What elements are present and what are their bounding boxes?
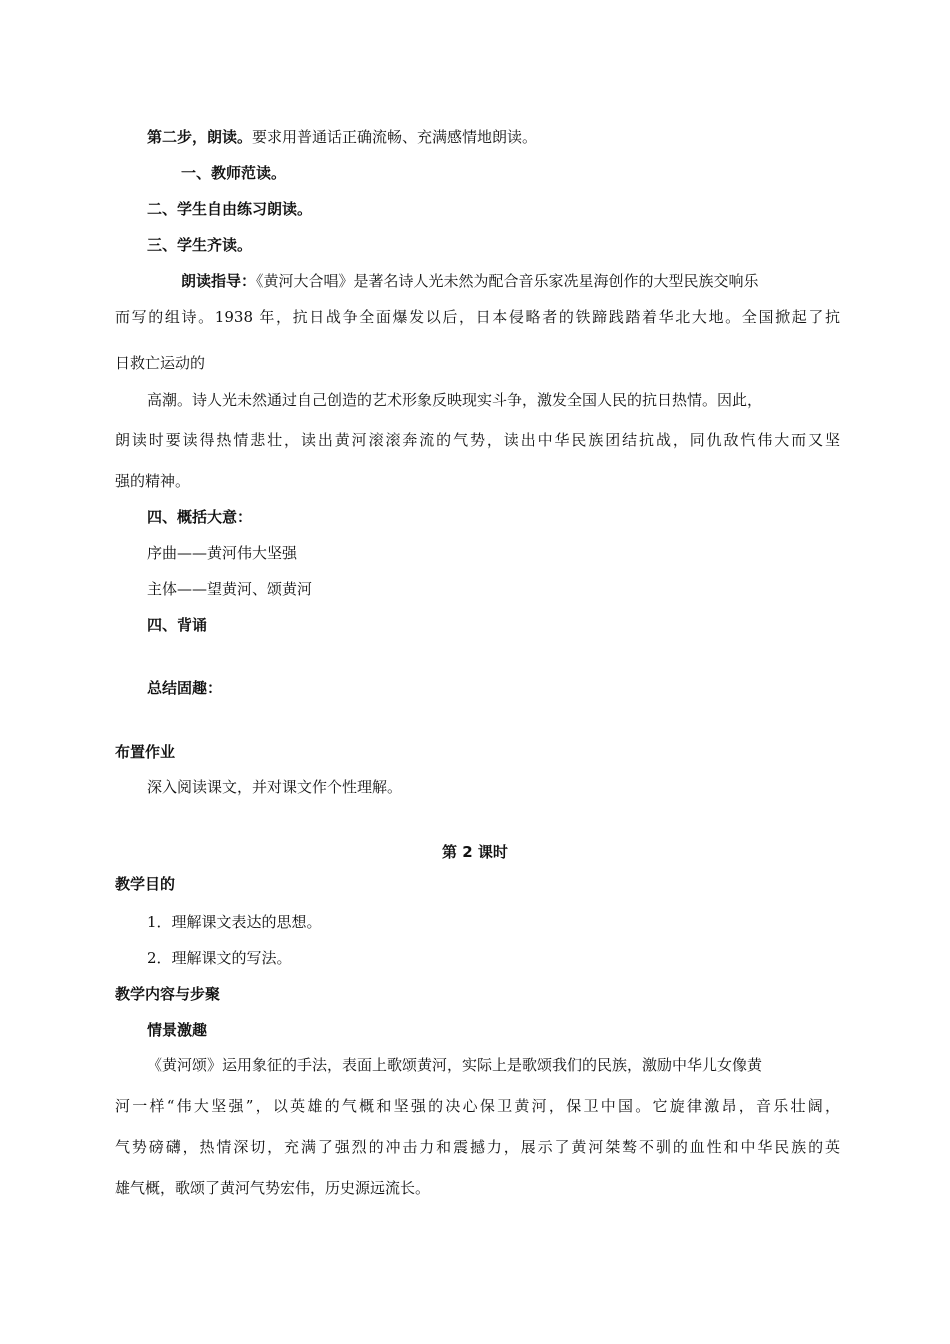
step2-heading: 第二步，朗读。 [147,128,253,146]
guide-line-6: 强的精神。 [115,472,191,490]
guide-line-1 [181,271,759,291]
item-recite: 四、背诵 [147,616,208,634]
goal-2: 2．理解课文的写法。 [147,949,292,967]
guide-line-4: 高潮。诗人光未然通过自己创造的艺术形象反映现实斗争，激发全国人民的抗日热情。因此， [147,391,763,409]
conclusion-heading: 总结固趣： [147,679,223,697]
guide-text-1: 《黄河大合唱》是著名诗人光未然为配合音乐家冼星海创作的大型民族交响乐 [256,272,759,290]
homework-heading: 布置作业 [115,743,176,761]
summary-main: 主体——望黄河、颂黄河 [147,580,313,598]
homework-text: 深入阅读课文，并对课文作个性理解。 [147,778,403,796]
scene-para-line-4: 雄气概，歌颂了黄河气势宏伟，历史源远流长。 [115,1179,431,1197]
step2-text: 要求用普通话正确流畅、充满感情地朗读。 [252,128,538,146]
goal-heading: 教学目的 [115,875,176,893]
scene-para-line-2: 河一样“伟大坚强”，以英雄的气概和坚强的决心保卫黄河，保卫中国。它旋律激昂，音乐壮阔， [115,1097,840,1115]
lesson2-title: 第 2 课时 [442,843,508,861]
guide-label: 朗读指导： [181,272,257,290]
content-heading: 教学内容与步聚 [115,985,221,1003]
item-summarize: 四、概括大意： [147,508,253,526]
step2-line [147,127,537,147]
item-group-reading: 三、学生齐读。 [147,236,253,254]
guide-line-2: 而写的组诗。1938 年，抗日战争全面爆发以后，日本侵略者的铁蹄践踏着华北大地。全国掀起了抗 [115,308,840,326]
scene-para-line-1: 《黄河颂》运用象征的手法，表面上歌颂黄河，实际上是歌颂我们的民族，激励中华儿女像黄 [147,1056,763,1074]
scene-para-line-3: 气势磅礴，热情深切，充满了强烈的冲击力和震撼力，展示了黄河桀骜不驯的血性和中华民族的英 [115,1138,840,1156]
goal-1: 1．理解课文表达的思想。 [147,913,322,931]
scene-heading: 情景激趣 [147,1021,208,1039]
guide-line-5: 朗读时要读得热情悲壮，读出黄河滚滚奔流的气势，读出中华民族团结抗战，同仇敌忾伟大而又坚 [115,431,840,449]
summary-prelude: 序曲——黄河伟大坚强 [147,544,298,562]
guide-line-3: 日救亡运动的 [115,354,206,372]
item-free-practice: 二、学生自由练习朗读。 [147,200,313,218]
item-teacher-reading: 一、教师范读。 [181,164,287,182]
